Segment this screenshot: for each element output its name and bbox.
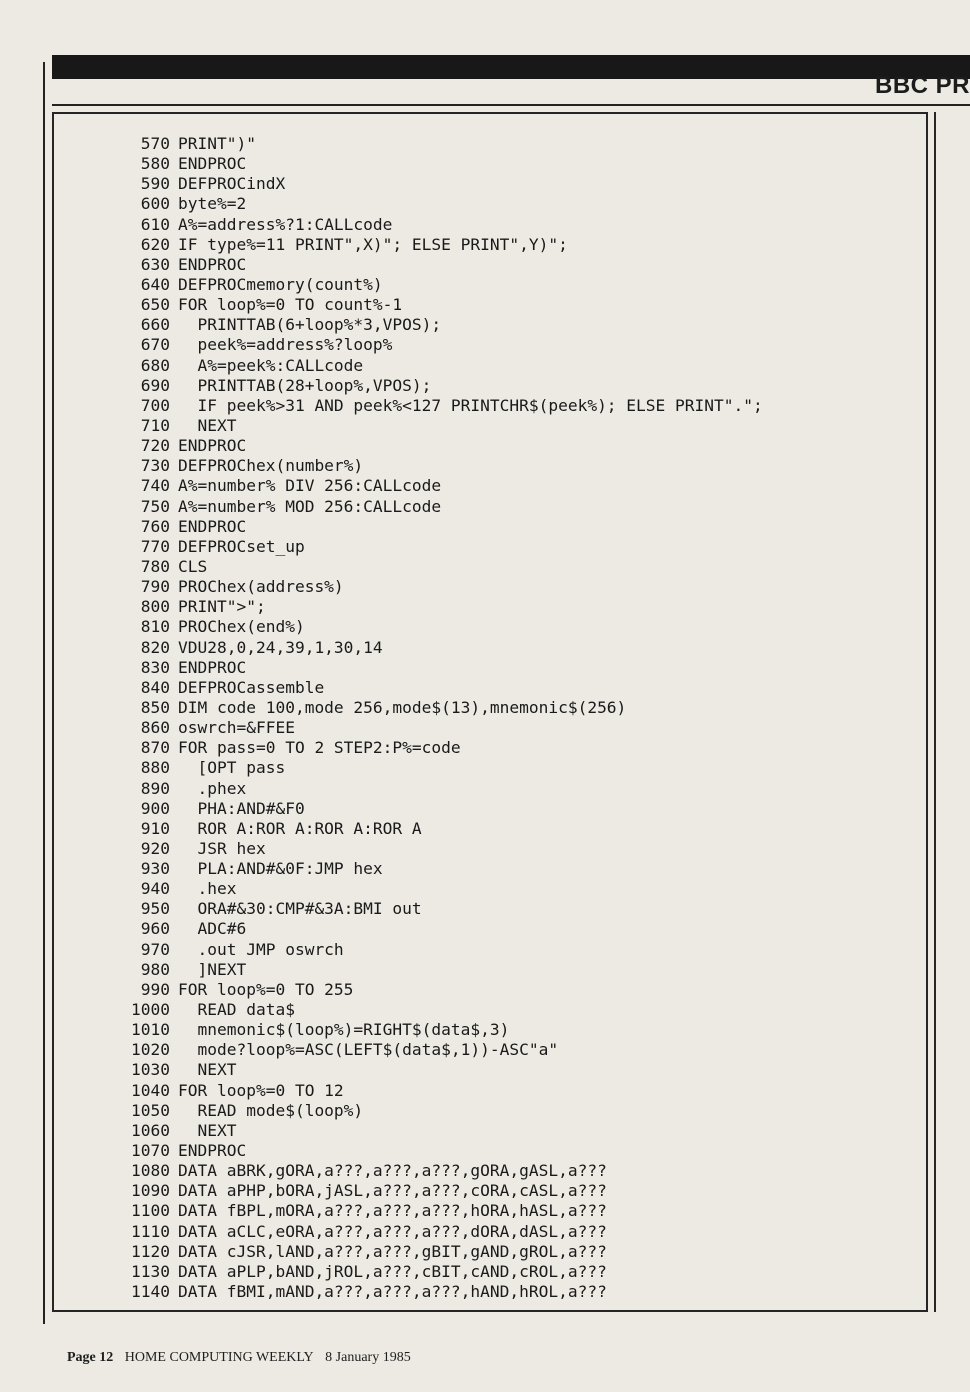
code-line [120, 819, 930, 839]
code-line [120, 597, 930, 617]
line-number: 670 [140, 335, 170, 355]
code-line [120, 859, 930, 879]
line-number: 590 [140, 174, 170, 194]
line-number: 860 [140, 718, 170, 738]
code-line [120, 134, 930, 154]
line-code: DEFPROCassemble [178, 677, 325, 697]
line-number: 870 [140, 738, 170, 758]
code-line [120, 235, 930, 255]
code-line [120, 940, 930, 960]
line-code: NEXT [178, 415, 237, 435]
code-line [120, 1101, 930, 1121]
code-line [120, 1040, 930, 1060]
code-line [120, 638, 930, 658]
line-number: 740 [140, 476, 170, 496]
code-line [120, 1060, 930, 1080]
line-number: 1050 [131, 1100, 170, 1120]
line-code: ADC#6 [178, 919, 247, 939]
line-code: mnemonic$(loop%)=RIGHT$(data$,3) [178, 1020, 510, 1040]
code-line [120, 698, 930, 718]
line-number: 950 [140, 899, 170, 919]
line-number: 780 [140, 556, 170, 576]
code-line [120, 476, 930, 496]
code-line [120, 879, 930, 899]
line-number: 810 [140, 617, 170, 637]
line-number: 920 [140, 838, 170, 858]
line-code: DATA cJSR,lAND,a???,a???,gBIT,gAND,gROL,a??? [178, 1241, 607, 1261]
line-number: 940 [140, 879, 170, 899]
line-code: DATA fBMI,mAND,a???,a???,a???,hAND,hROL,a??? [178, 1282, 607, 1302]
line-code: PRINT">"; [178, 597, 266, 617]
code-line [120, 1222, 930, 1242]
code-line [120, 557, 930, 577]
line-number: 640 [140, 274, 170, 294]
line-number: 880 [140, 758, 170, 778]
code-line [120, 1242, 930, 1262]
line-number: 1030 [131, 1060, 170, 1080]
line-code: PHA:AND#&F0 [178, 798, 305, 818]
page-footer [67, 1350, 411, 1366]
line-code: READ mode$(loop%) [178, 1100, 364, 1120]
line-code: FOR pass=0 TO 2 STEP2:P%=code [178, 738, 461, 758]
code-line [120, 658, 930, 678]
line-code: DIM code 100,mode 256,mode$(13),mnemonic$(256) [178, 697, 627, 717]
code-line [120, 1081, 930, 1101]
code-line [120, 799, 930, 819]
line-number: 900 [140, 798, 170, 818]
code-line [120, 738, 930, 758]
line-code: DEFPROCindX [178, 174, 286, 194]
line-code: ENDPROC [178, 657, 247, 677]
code-line [120, 899, 930, 919]
line-number: 1100 [131, 1201, 170, 1221]
code-line [120, 1121, 930, 1141]
line-number: 710 [140, 415, 170, 435]
code-line [120, 194, 930, 214]
line-number: 680 [140, 355, 170, 375]
line-code: IF type%=11 PRINT",X)"; ELSE PRINT",Y)"; [178, 234, 568, 254]
code-line [120, 617, 930, 637]
code-line [120, 1000, 930, 1020]
code-line [120, 416, 930, 436]
line-number: 930 [140, 859, 170, 879]
line-code: .out JMP oswrch [178, 939, 344, 959]
line-number: 690 [140, 375, 170, 395]
code-line [120, 1201, 930, 1221]
line-code: ORA#&30:CMP#&3A:BMI out [178, 899, 422, 919]
line-code: DATA aCLC,eORA,a???,a???,a???,dORA,dASL,a??? [178, 1221, 607, 1241]
line-code: ]NEXT [178, 959, 247, 979]
line-number: 570 [140, 134, 170, 153]
line-code: [OPT pass [178, 758, 286, 778]
line-code: ENDPROC [178, 516, 247, 536]
line-number: 830 [140, 657, 170, 677]
line-number: 980 [140, 959, 170, 979]
line-code: peek%=address%?loop% [178, 335, 393, 355]
code-line [120, 537, 930, 557]
line-number: 650 [140, 295, 170, 315]
line-code: CLS [178, 556, 208, 576]
code-line [120, 497, 930, 517]
line-number: 630 [140, 254, 170, 274]
code-line [120, 1262, 930, 1282]
line-number: 1110 [131, 1221, 170, 1241]
issue-date: 8 January 1985 [325, 1350, 411, 1365]
code-line [120, 396, 930, 416]
line-code: A%=number% MOD 256:CALLcode [178, 496, 442, 516]
line-code: ENDPROC [178, 1141, 247, 1161]
code-line [120, 315, 930, 335]
code-line [120, 295, 930, 315]
line-code: DEFPROCset_up [178, 536, 305, 556]
code-line [120, 376, 930, 396]
line-code: byte%=2 [178, 194, 247, 214]
listing-box-outer-rule [934, 112, 936, 1312]
line-number: 1010 [131, 1020, 170, 1040]
line-number: 750 [140, 496, 170, 516]
line-code: A%=peek%:CALLcode [178, 355, 364, 375]
code-line [120, 960, 930, 980]
header-band [52, 55, 970, 79]
code-line [120, 174, 930, 194]
line-code: FOR loop%=0 TO 255 [178, 979, 354, 999]
line-code: PRINTTAB(28+loop%,VPOS); [178, 375, 432, 395]
code-line [120, 335, 930, 355]
line-code: PLA:AND#&0F:JMP hex [178, 859, 383, 879]
line-number: 760 [140, 516, 170, 536]
line-number: 600 [140, 194, 170, 214]
line-code: FOR loop%=0 TO 12 [178, 1080, 344, 1100]
code-line [120, 436, 930, 456]
line-number: 970 [140, 939, 170, 959]
line-number: 800 [140, 597, 170, 617]
line-code: READ data$ [178, 1000, 295, 1020]
line-code: PRINT")" [178, 134, 256, 153]
line-code: .hex [178, 879, 237, 899]
code-line [120, 1282, 930, 1302]
line-code: DATA fBPL,mORA,a???,a???,a???,hORA,hASL,a??? [178, 1201, 607, 1221]
page-left-rule [43, 62, 45, 1324]
page-number: Page 12 [67, 1350, 114, 1365]
program-listing [120, 134, 930, 1302]
line-number: 910 [140, 818, 170, 838]
header-rule [52, 104, 970, 106]
line-code: DATA aPLP,bAND,jROL,a???,cBIT,cAND,cROL,a??? [178, 1261, 607, 1281]
line-number: 1060 [131, 1120, 170, 1140]
line-number: 1090 [131, 1181, 170, 1201]
line-number: 1130 [131, 1261, 170, 1281]
line-number: 1120 [131, 1241, 170, 1261]
code-line [120, 255, 930, 275]
line-number: 770 [140, 536, 170, 556]
line-number: 620 [140, 234, 170, 254]
line-code: NEXT [178, 1120, 237, 1140]
code-line [120, 758, 930, 778]
line-number: 1080 [131, 1161, 170, 1181]
code-line [120, 839, 930, 859]
code-line [120, 678, 930, 698]
line-number: 990 [140, 979, 170, 999]
line-code: ENDPROC [178, 436, 247, 456]
line-code: A%=number% DIV 256:CALLcode [178, 476, 442, 496]
line-number: 790 [140, 577, 170, 597]
line-code: PRINTTAB(6+loop%*3,VPOS); [178, 315, 442, 335]
line-number: 730 [140, 456, 170, 476]
line-code: DEFPROCmemory(count%) [178, 274, 383, 294]
code-line [120, 980, 930, 1000]
line-number: 580 [140, 154, 170, 174]
line-code: DEFPROChex(number%) [178, 456, 364, 476]
line-number: 960 [140, 919, 170, 939]
code-line [120, 456, 930, 476]
line-code: FOR loop%=0 TO count%-1 [178, 295, 403, 315]
code-line [120, 1181, 930, 1201]
line-number: 1000 [131, 1000, 170, 1020]
code-line [120, 1020, 930, 1040]
line-number: 1020 [131, 1040, 170, 1060]
code-line [120, 1141, 930, 1161]
line-number: 720 [140, 436, 170, 456]
code-line [120, 1161, 930, 1181]
code-line [120, 577, 930, 597]
line-code: ENDPROC [178, 154, 247, 174]
line-code: PROChex(end%) [178, 617, 305, 637]
line-code: A%=address%?1:CALLcode [178, 214, 393, 234]
line-code: NEXT [178, 1060, 237, 1080]
code-line [120, 215, 930, 235]
code-line [120, 919, 930, 939]
line-number: 610 [140, 214, 170, 234]
line-code: DATA aBRK,gORA,a???,a???,a???,gORA,gASL,a??? [178, 1161, 607, 1181]
code-line [120, 517, 930, 537]
line-number: 820 [140, 637, 170, 657]
magazine-name: HOME COMPUTING WEEKLY [124, 1350, 314, 1365]
code-line [120, 718, 930, 738]
line-number: 660 [140, 315, 170, 335]
line-number: 700 [140, 395, 170, 415]
line-code: ROR A:ROR A:ROR A:ROR A [178, 818, 422, 838]
line-code: VDU28,0,24,39,1,30,14 [178, 637, 383, 657]
code-line [120, 275, 930, 295]
line-code: IF peek%>31 AND peek%<127 PRINTCHR$(peek%); ELSE PRINT"."; [178, 395, 763, 415]
line-number: 1140 [131, 1282, 170, 1302]
code-line [120, 356, 930, 376]
line-number: 1070 [131, 1141, 170, 1161]
line-code: mode?loop%=ASC(LEFT$(data$,1))-ASC"a" [178, 1040, 559, 1060]
line-code: JSR hex [178, 838, 266, 858]
line-number: 850 [140, 697, 170, 717]
line-code: .phex [178, 778, 247, 798]
line-number: 840 [140, 677, 170, 697]
line-number: 1040 [131, 1080, 170, 1100]
line-number: 890 [140, 778, 170, 798]
section-title: BBC PR [874, 72, 970, 99]
line-code: PROChex(address%) [178, 577, 344, 597]
code-line [120, 154, 930, 174]
line-code: ENDPROC [178, 254, 247, 274]
code-line [120, 779, 930, 799]
line-code: oswrch=&FFEE [178, 718, 295, 738]
line-code: DATA aPHP,bORA,jASL,a???,a???,cORA,cASL,a??? [178, 1181, 607, 1201]
